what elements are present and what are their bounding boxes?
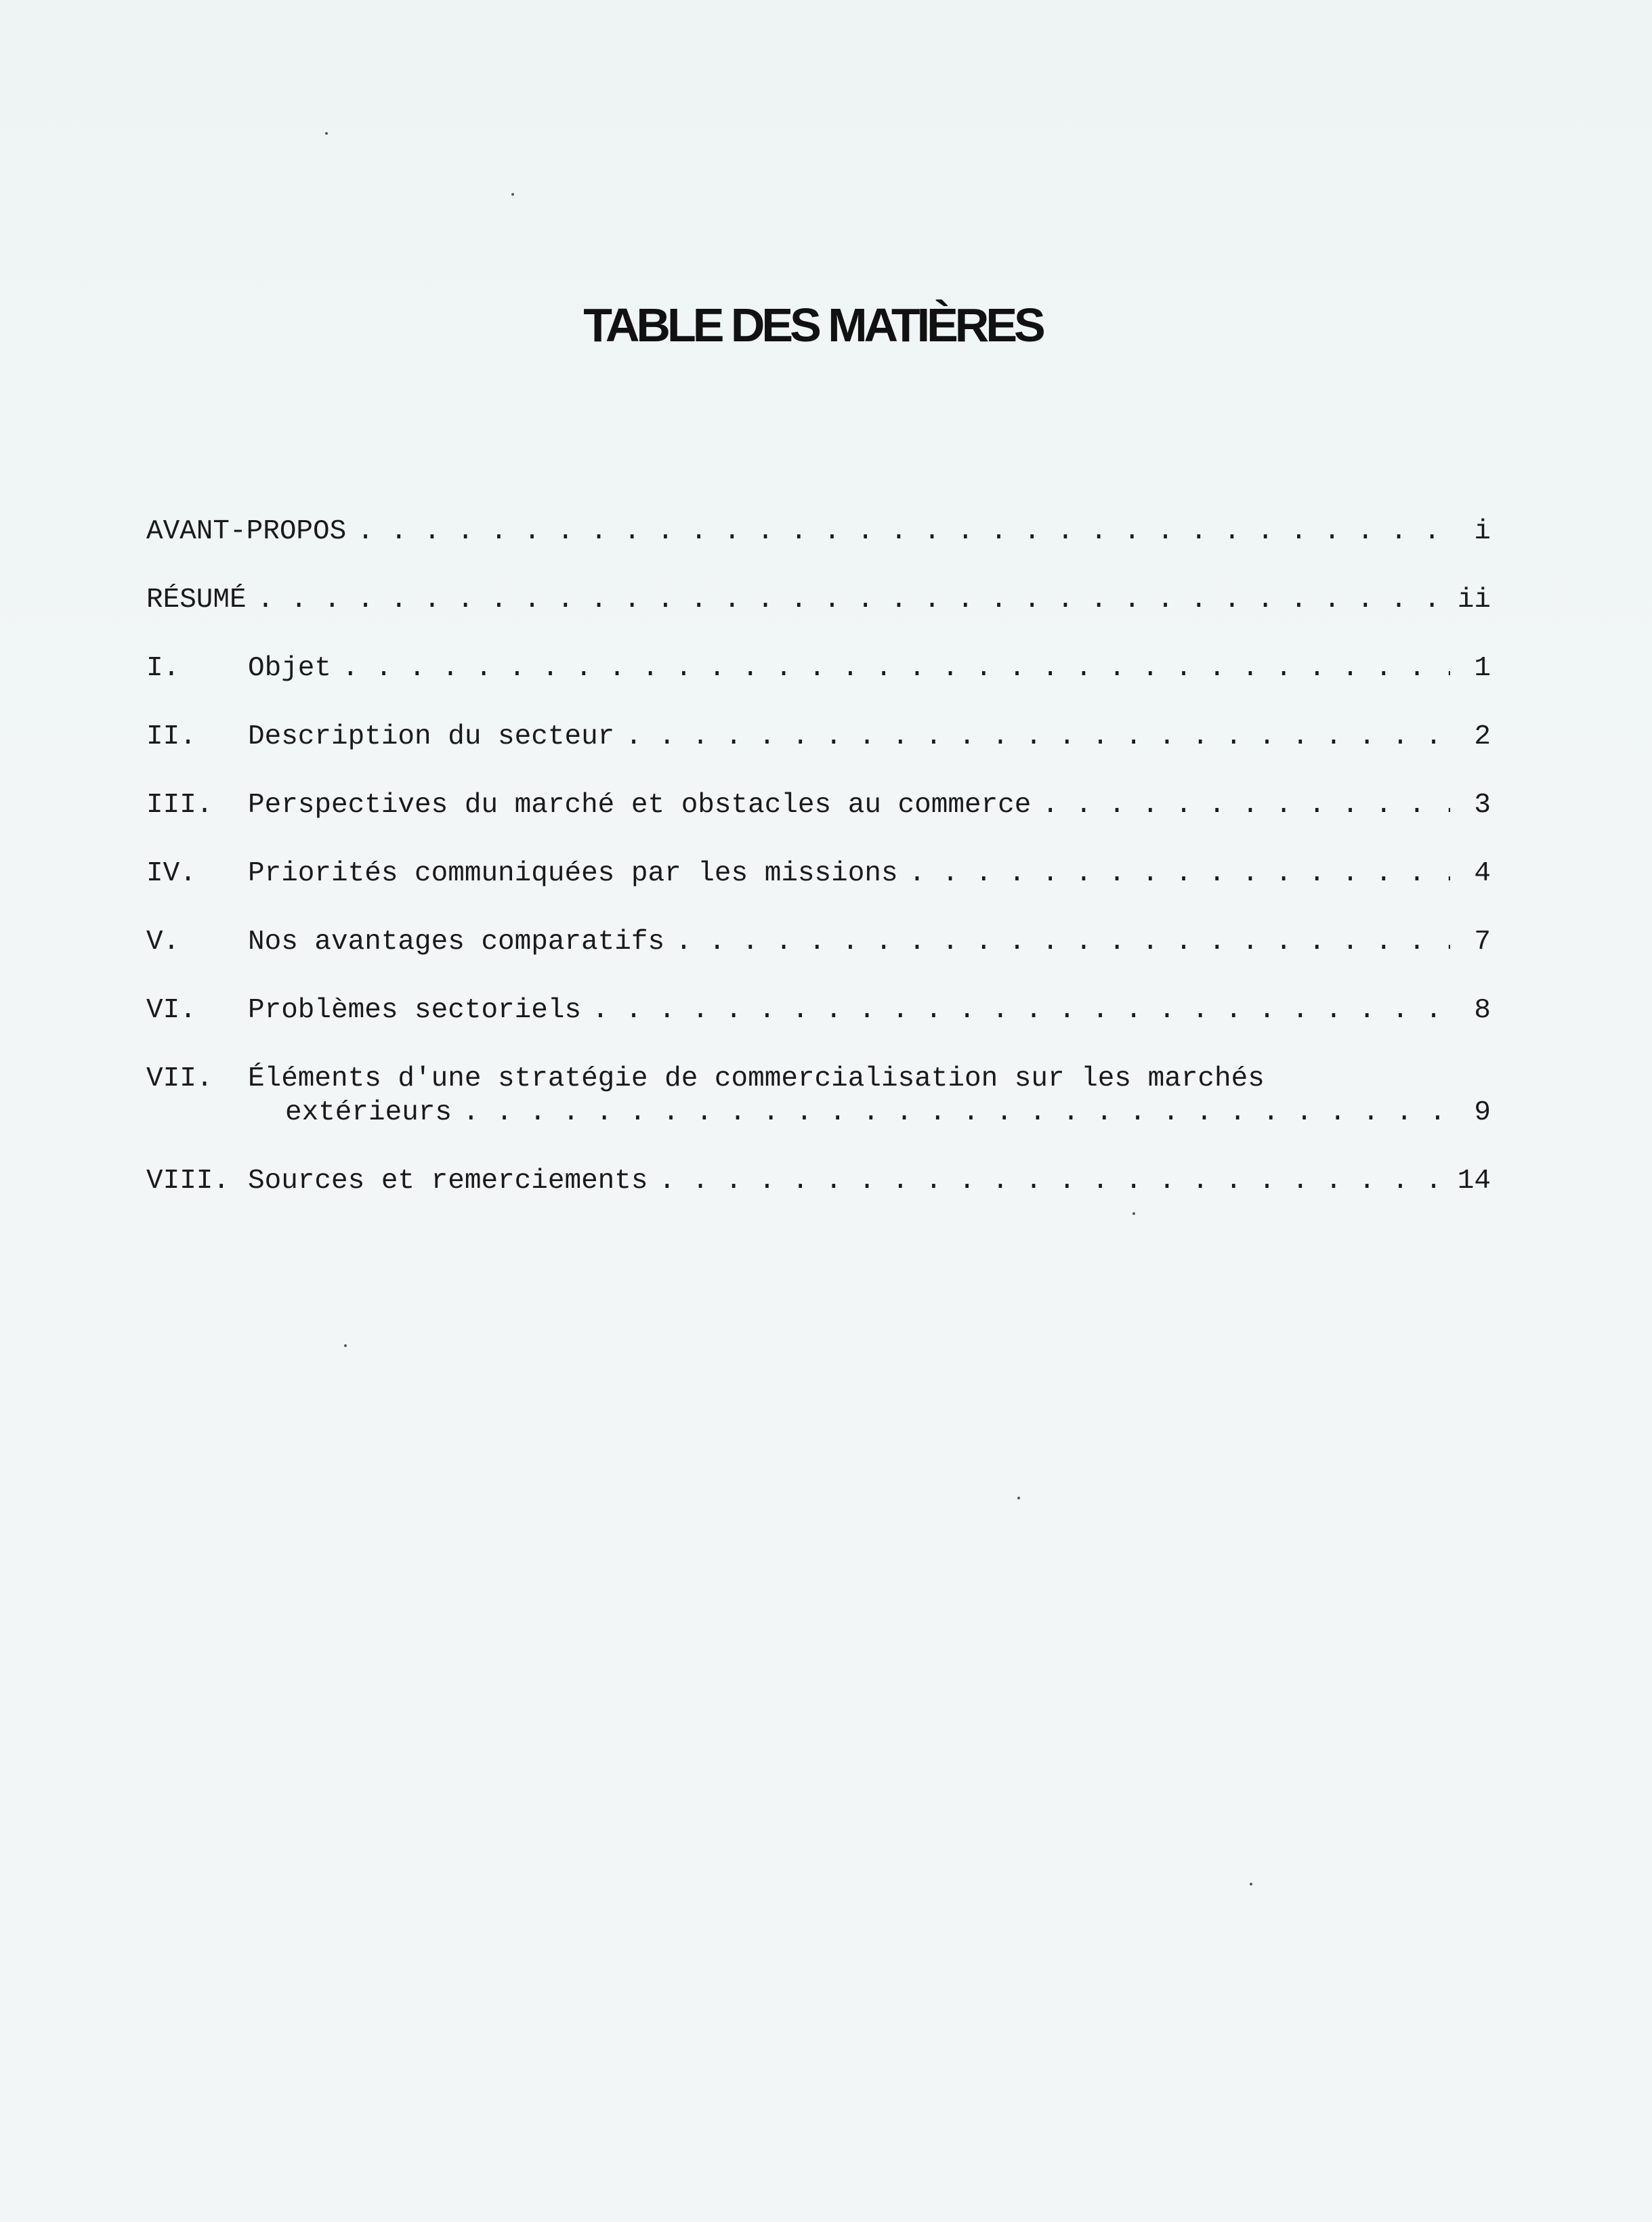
- toc-entry-label-continued: extérieurs: [285, 1097, 452, 1128]
- dot-leader: [357, 515, 1450, 549]
- toc-entry-nos-avantages-comparatifs: [146, 925, 1491, 959]
- toc-entry-label: Objet: [248, 653, 332, 684]
- toc-entry-number: VII.: [146, 1063, 213, 1094]
- toc-entry-number: IV.: [146, 858, 196, 889]
- toc-entry-avant-propos: [146, 515, 1491, 549]
- table-of-contents: [146, 515, 1491, 1198]
- scan-speck: [1132, 1212, 1135, 1215]
- toc-entry-label: Nos avantages comparatifs: [248, 926, 665, 958]
- dot-leader: [257, 583, 1444, 617]
- toc-entry-label: RÉSUMÉ: [146, 584, 247, 616]
- toc-entry-page: 4: [1474, 858, 1491, 889]
- dot-leader: [1042, 788, 1450, 822]
- toc-entry-number: VI.: [146, 995, 196, 1026]
- toc-entry-page: 3: [1474, 790, 1491, 821]
- toc-entry-page: 9: [1474, 1097, 1491, 1128]
- dot-leader: [659, 1164, 1444, 1198]
- scan-speck: [344, 1344, 347, 1347]
- toc-entry-label: Sources et remerciements: [248, 1166, 648, 1197]
- toc-entry-page: 14: [1457, 1166, 1491, 1197]
- dot-leader: [909, 857, 1450, 891]
- toc-entry-page: 7: [1474, 926, 1491, 958]
- toc-entry-page: 8: [1474, 995, 1491, 1026]
- dot-leader: [592, 994, 1450, 1027]
- scan-speck: [325, 132, 328, 135]
- dot-leader: [675, 925, 1450, 959]
- toc-entry-number: V.: [146, 926, 180, 958]
- dot-leader: [463, 1096, 1450, 1130]
- toc-entry-label: Problèmes sectoriels: [248, 995, 582, 1026]
- toc-entry-number: I.: [146, 653, 180, 684]
- toc-entry-page: 1: [1474, 653, 1491, 684]
- toc-entry-objet: [146, 651, 1491, 685]
- toc-entry-page: 2: [1474, 721, 1491, 752]
- dot-leader: [625, 720, 1450, 754]
- scan-speck: [1250, 1883, 1252, 1885]
- toc-entry-page: i: [1474, 516, 1491, 547]
- toc-entry-perspectives-du-marche: [146, 788, 1491, 822]
- toc-entry-description-du-secteur: [146, 720, 1491, 754]
- page-title: TABLE DES MATIÈRES: [583, 299, 1042, 351]
- toc-entry-label: AVANT-PROPOS: [146, 516, 347, 547]
- toc-entry-number: VIII.: [146, 1166, 230, 1197]
- toc-entry-label: Perspectives du marché et obstacles au commerce: [248, 790, 1032, 821]
- toc-entry-label: Éléments d'une stratégie de commercialisation sur les marchés: [248, 1063, 1265, 1094]
- dot-leader: [342, 651, 1450, 685]
- toc-entry-label: Priorités communiquées par les missions: [248, 858, 898, 889]
- toc-entry-number: II.: [146, 721, 196, 752]
- toc-entry-problemes-sectoriels: [146, 994, 1491, 1027]
- toc-entry-elements-strategie: [146, 1062, 1491, 1130]
- toc-entry-sources-et-remerciements: [146, 1164, 1491, 1198]
- toc-entry-priorites-communiquees: [146, 857, 1491, 891]
- scan-speck: [1017, 1497, 1020, 1499]
- toc-entry-label: Description du secteur: [248, 721, 615, 752]
- toc-entry-resume: [146, 583, 1491, 617]
- scan-speck: [511, 193, 514, 196]
- toc-entry-number: III.: [146, 790, 213, 821]
- toc-entry-page: ii: [1457, 584, 1491, 616]
